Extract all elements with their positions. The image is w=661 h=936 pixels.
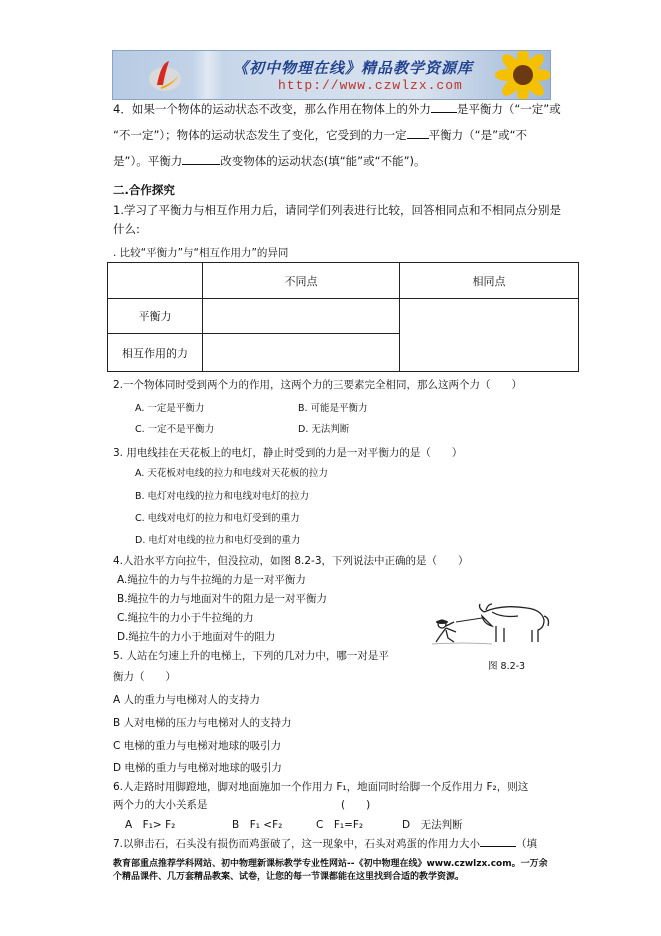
q4-line3 (113, 153, 426, 169)
q4-text-c: “不一定”）；物体的运动状态发生了变化，它受到的力一定 (113, 128, 407, 142)
q5-option-c[interactable]: C 电梯的重力与电梯对地球的吸引力 (113, 740, 282, 752)
header-diff: 不同点 (203, 263, 400, 299)
q4b-option-d[interactable]: D.绳拉牛的力小于地面对牛的阻力 (117, 631, 276, 643)
q5-option-d[interactable]: D 电梯的重力与电梯对地球的吸引力 (113, 762, 282, 774)
q2-option-c[interactable]: C. 一定不是平衡力 (135, 424, 215, 435)
cell-diff-interaction[interactable] (203, 334, 400, 372)
footer-line2: 个精品课件、几万套精品教案、试卷，让您的每一节课都能在这里找到合适的教学资源。 (113, 872, 465, 882)
q4-text-a: 4．如果一个物体的运动状态不改变，那么作用在物体上的外力 (113, 102, 431, 116)
banner-url: http://www.czwlzx.com (278, 78, 463, 93)
site-logo-icon (143, 55, 183, 95)
q5-stem-line2: 衡力（ ） (113, 671, 176, 683)
person-pulling-bull-figure (432, 598, 552, 648)
q4-text-f: 改变物体的运动状态(填“能”或“不能”)。 (220, 154, 426, 168)
q6-answer-paren[interactable]: ( ) (341, 799, 371, 811)
q4-line2 (113, 127, 527, 143)
q3-option-b[interactable]: B. 电灯对电线的拉力和电线对电灯的拉力 (135, 491, 310, 502)
q2-option-b[interactable]: B. 可能是平衡力 (298, 403, 368, 414)
q4-blank-2[interactable] (407, 127, 429, 139)
banner-highlight (193, 51, 223, 100)
q6-option-b[interactable]: B F₁ <F₂ (232, 819, 283, 831)
comparison-table (107, 262, 579, 372)
q2-option-d[interactable]: D. 无法判断 (298, 424, 350, 435)
row-label-interaction: 相互作用的力 (108, 334, 203, 372)
footer-line1: 教育部重点推荐学科网站、初中物理新课标教学专业性网站--《初中物理在线》www.czwlzx.com。一万余 (113, 859, 548, 869)
sunflower-icon (483, 50, 551, 100)
q4-text-b: 是平衡力（“一定”或 (456, 102, 561, 116)
q4b-option-b[interactable]: B.绳拉牛的力与地面对牛的阻力是一对平衡力 (117, 593, 328, 605)
q6-option-a[interactable]: A F₁> F₂ (125, 819, 176, 831)
q3-option-a[interactable]: A. 天花板对电线的拉力和电线对天花板的拉力 (135, 468, 328, 479)
table-corner-cell (108, 263, 203, 299)
table-caption: . 比较“平衡力”与“相互作用力”的异同 (113, 247, 289, 259)
q6-line2: 两个力的大小关系是 (113, 799, 208, 811)
q6-option-c[interactable]: C F₁=F₂ (316, 819, 364, 831)
q3-option-c[interactable]: C. 电线对电灯的拉力和电灯受到的重力 (135, 513, 300, 524)
header-banner (112, 50, 551, 100)
q4b-option-c[interactable]: C.绳拉牛的力小于牛拉绳的力 (117, 612, 254, 624)
banner-title: 《初中物理在线》精品教学资源库 (233, 59, 474, 77)
q5-option-a[interactable]: A 人的重力与电梯对人的支持力 (113, 694, 261, 706)
cell-diff-balance[interactable] (203, 299, 400, 334)
q3-stem: 3. 用电线挂在天花板上的电灯，静止时受到的力是一对平衡力的是（ ） (113, 447, 463, 459)
q4-text-d: 平衡力（“是”或“不 (428, 128, 528, 142)
q5-option-b[interactable]: B 人对电梯的压力与电梯对人的支持力 (113, 717, 292, 729)
q3-option-d[interactable]: D. 电灯对电线的拉力和电灯受到的重力 (135, 535, 301, 546)
q4-blank-1[interactable] (431, 101, 457, 113)
row-label-balance: 平衡力 (108, 299, 203, 334)
q7-blank[interactable] (480, 835, 516, 847)
q6-option-d[interactable]: D 无法判断 (402, 819, 463, 831)
q4-line1 (113, 101, 561, 117)
q4b-stem: 4.人沿水平方向拉牛，但没拉动，如图 8.2-3，下列说法中正确的是（ ） (113, 555, 469, 567)
q5-stem-line1: 5. 人站在匀速上升的电梯上，下列的几对力中，哪一对是平 (113, 650, 389, 662)
q7-text-b: （填 (516, 838, 538, 850)
q2-stem: 2.一个物体同时受到两个力的作用，这两个力的三要素完全相同，那么这两个力（ ） (113, 379, 523, 391)
header-same: 相同点 (400, 263, 579, 299)
q1-line2: 什么: (113, 222, 140, 236)
q6-line1: 6.人走路时用脚蹬地，脚对地面施加一个作用力 F₁，地面同时给脚一个反作用力 F₂，则这 (113, 781, 529, 793)
figure-caption: 图 8.2-3 (488, 661, 526, 672)
section-title: 二.合作探究 (113, 183, 175, 197)
q1-line1: 1.学习了平衡力与相互作用力后，请同学们列表进行比较，回答相同点和不相同点分别是 (113, 203, 561, 217)
q4-text-e: 是”）。平衡力 (113, 154, 183, 168)
q4b-option-a[interactable]: A.绳拉牛的力与牛拉绳的力是一对平衡力 (117, 574, 306, 586)
q4-blank-3[interactable] (182, 153, 220, 165)
q7-text-a: 7.以卵击石，石头没有损伤而鸡蛋破了，这一现象中，石头对鸡蛋的作用力大小 (113, 838, 481, 850)
q7-line1 (113, 835, 537, 851)
q2-option-a[interactable]: A. 一定是平衡力 (135, 403, 205, 414)
cell-same-merged[interactable] (400, 299, 579, 372)
